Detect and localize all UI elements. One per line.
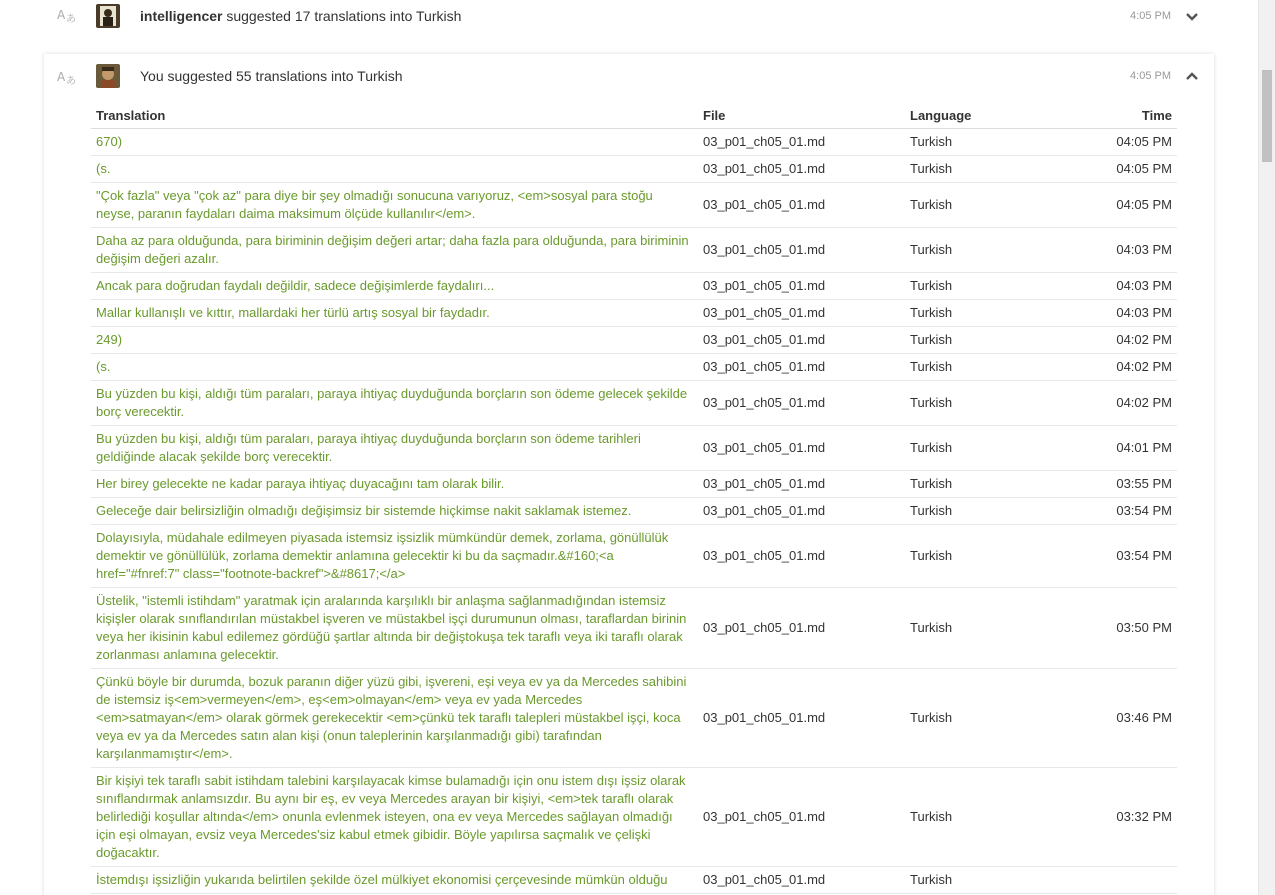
language-cell: Turkish: [905, 156, 1035, 183]
file-cell: 03_p01_ch05_01.md: [698, 471, 905, 498]
activity-item-intelligencer: [44, 0, 1214, 46]
time-cell: 03:55 PM: [1035, 471, 1177, 498]
file-cell: 03_p01_ch05_01.md: [698, 498, 905, 525]
table-row[interactable]: [91, 867, 1177, 894]
translations-table: [91, 104, 1177, 894]
table-row[interactable]: [91, 273, 1177, 300]
activity-message: [140, 8, 461, 24]
time-cell: 04:02 PM: [1035, 354, 1177, 381]
header-translation: Translation: [91, 104, 698, 129]
file-cell: 03_p01_ch05_01.md: [698, 273, 905, 300]
language-cell: Turkish: [905, 471, 1035, 498]
time-cell: 04:03 PM: [1035, 228, 1177, 273]
table-row[interactable]: [91, 156, 1177, 183]
scrollbar-thumb[interactable]: [1262, 70, 1272, 162]
file-cell: 03_p01_ch05_01.md: [698, 669, 905, 768]
translations-table-body: [91, 129, 1177, 894]
table-row[interactable]: [91, 768, 1177, 867]
time-cell: 03:32 PM: [1035, 768, 1177, 867]
language-cell: Turkish: [905, 525, 1035, 588]
activity-time: 4:05 PM: [1130, 70, 1171, 82]
translation-link[interactable]: 249): [91, 327, 698, 354]
svg-text:A: A: [57, 70, 66, 84]
table-row[interactable]: [91, 381, 1177, 426]
language-cell: Turkish: [905, 768, 1035, 867]
svg-text:A: A: [57, 8, 66, 22]
language-cell: Turkish: [905, 327, 1035, 354]
file-cell: 03_p01_ch05_01.md: [698, 867, 905, 894]
translation-link[interactable]: Üstelik, "istemli istihdam" yaratmak için aralarında karşılıklı bir anlaşma sağlanmadığından istemsiz kişişler olarak sınıflandırılan müstakbel işveren ve müstakbel işçi durumunun olması, taraflardan birinin veya her ikisinin kabul edilemez gördüğü şartlar altında bir değiştokuşa tek taraflı veya iki taraflı olarak zorlanması anlamına gelecektir.: [91, 588, 698, 669]
time-cell: 04:02 PM: [1035, 381, 1177, 426]
file-cell: 03_p01_ch05_01.md: [698, 129, 905, 156]
svg-text:あ: あ: [66, 76, 76, 86]
table-row[interactable]: [91, 183, 1177, 228]
translation-link[interactable]: Çünkü böyle bir durumda, bozuk paranın diğer yüzü gibi, işvereni, eşi veya ev ya da Mercedes sahibini de istemsiz iş<em>vermeyen</em>, eş<em>olmayan</em> veya ev yada Mercedes <em>satmayan</em> olarak görmek gerekecektir <em>çünkü tek taraflı talepleri müstakbel işçi, koca veya ev ya da Mercedes satın alan kişi (onun taleplerinin karşılanmadığı gibi) tarafından karşılanmamıştır</em>.: [91, 669, 698, 768]
table-row[interactable]: [91, 300, 1177, 327]
table-row[interactable]: [91, 354, 1177, 381]
language-cell: Turkish: [905, 183, 1035, 228]
file-cell: 03_p01_ch05_01.md: [698, 354, 905, 381]
avatar[interactable]: [96, 4, 120, 28]
language-cell: Turkish: [905, 129, 1035, 156]
time-cell: 03:54 PM: [1035, 525, 1177, 588]
file-cell: 03_p01_ch05_01.md: [698, 183, 905, 228]
translation-link[interactable]: Bu yüzden bu kişi, aldığı tüm paraları, paraya ihtiyaç duyduğunda borçların son ödeme gelecek şekilde borç verecektir.: [91, 381, 698, 426]
translation-link[interactable]: 670): [91, 129, 698, 156]
language-cell: Turkish: [905, 426, 1035, 471]
language-cell: Turkish: [905, 273, 1035, 300]
header-time: Time: [1035, 104, 1177, 129]
activity-time: 4:05 PM: [1130, 10, 1171, 22]
translation-link[interactable]: Bir kişiyi tek taraflı sabit istihdam talebini karşılayacak kimse bulamadığı için onu istem dışı işsiz olarak sınıflandırmak anlamsızdır. Bu aynı bir eş, ev veya Mercedes arayan bir kişiyi, <em>tek taraflı olarak belirlediği koşullar altında</em> onunla evlenmek isteyen, ona ev veya Mercedes sağlayan olmadığı için eşi olmayan, evsiz veya Mercedes'siz kabul etmek gibidir. Böyle yapılırsa saçmalık ve çelişki doğacaktır.: [91, 768, 698, 867]
time-cell: 04:02 PM: [1035, 327, 1177, 354]
table-row[interactable]: [91, 228, 1177, 273]
translation-link[interactable]: Her birey gelecekte ne kadar paraya ihtiyaç duyacağını tam olarak bilir.: [91, 471, 698, 498]
file-cell: 03_p01_ch05_01.md: [698, 327, 905, 354]
file-cell: 03_p01_ch05_01.md: [698, 588, 905, 669]
time-cell: 03:50 PM: [1035, 588, 1177, 669]
language-cell: Turkish: [905, 228, 1035, 273]
activity-header[interactable]: [44, 54, 1214, 100]
language-cell: Turkish: [905, 300, 1035, 327]
table-row[interactable]: [91, 426, 1177, 471]
chevron-down-icon[interactable]: [1186, 10, 1198, 22]
vertical-scrollbar[interactable]: [1258, 0, 1275, 895]
translation-link[interactable]: Daha az para olduğunda, para biriminin değişim değeri artar; daha fazla para olduğunda, para biriminin değişim değeri azalır.: [91, 228, 698, 273]
translation-link[interactable]: (s.: [91, 354, 698, 381]
translation-link[interactable]: İstemdışı işsizliğin yukarıda belirtilen şekilde özel mülkiyet ekonomisi çerçevesinde mümkün olduğu: [91, 867, 698, 894]
language-cell: Turkish: [905, 354, 1035, 381]
file-cell: 03_p01_ch05_01.md: [698, 525, 905, 588]
file-cell: 03_p01_ch05_01.md: [698, 768, 905, 867]
table-row[interactable]: [91, 327, 1177, 354]
table-row[interactable]: [91, 588, 1177, 669]
time-cell: 04:01 PM: [1035, 426, 1177, 471]
activity-item-you: [44, 54, 1214, 895]
header-language: Language: [905, 104, 1035, 129]
translate-icon: [56, 68, 78, 88]
translation-link[interactable]: Mallar kullanışlı ve kıttır, mallardaki her türlü artış sosyal bir faydadır.: [91, 300, 698, 327]
table-row[interactable]: [91, 498, 1177, 525]
time-cell: 03:46 PM: [1035, 669, 1177, 768]
activity-user[interactable]: intelligencer: [140, 8, 223, 24]
language-cell: Turkish: [905, 498, 1035, 525]
language-cell: Turkish: [905, 381, 1035, 426]
chevron-up-icon[interactable]: [1186, 69, 1198, 81]
translation-link[interactable]: Bu yüzden bu kişi, aldığı tüm paraları, paraya ihtiyaç duyduğunda borçların son ödeme tarihleri geldiğinde alacak şekilde borç verecektir.: [91, 426, 698, 471]
translation-link[interactable]: (s.: [91, 156, 698, 183]
activity-description: You suggested 55 translations into Turkish: [140, 68, 403, 84]
time-cell: 04:05 PM: [1035, 183, 1177, 228]
activity-header[interactable]: [44, 0, 1214, 46]
time-cell: 04:03 PM: [1035, 300, 1177, 327]
file-cell: 03_p01_ch05_01.md: [698, 381, 905, 426]
avatar[interactable]: [96, 64, 120, 88]
time-cell: 04:03 PM: [1035, 273, 1177, 300]
file-cell: 03_p01_ch05_01.md: [698, 156, 905, 183]
table-row[interactable]: [91, 129, 1177, 156]
time-cell: 04:05 PM: [1035, 129, 1177, 156]
file-cell: 03_p01_ch05_01.md: [698, 228, 905, 273]
header-file: File: [698, 104, 905, 129]
table-row[interactable]: [91, 525, 1177, 588]
file-cell: 03_p01_ch05_01.md: [698, 300, 905, 327]
translate-icon: [56, 6, 78, 26]
time-cell: 04:05 PM: [1035, 156, 1177, 183]
table-row[interactable]: [91, 471, 1177, 498]
translation-link[interactable]: Geleceğe dair belirsizliğin olmadığı değişimsiz bir sistemde hiçkimse nakit saklamak istemez.: [91, 498, 698, 525]
translation-link[interactable]: Dolayısıyla, müdahale edilmeyen piyasada istemsiz işsizlik mümkündür demek, zorlama, gönüllülük demektir ve gönüllülük, zorlama demektir anlamına gelecektir ki bu da saçmadır.&#160;<a href="#fnref:7" class="footnote-backref">&#8617;</a>: [91, 525, 698, 588]
svg-text:あ: あ: [66, 14, 76, 24]
time-cell: 03:54 PM: [1035, 498, 1177, 525]
table-header-row: [91, 104, 1177, 129]
language-cell: Turkish: [905, 669, 1035, 768]
language-cell: Turkish: [905, 867, 1035, 894]
table-row[interactable]: [91, 669, 1177, 768]
file-cell: 03_p01_ch05_01.md: [698, 426, 905, 471]
language-cell: Turkish: [905, 588, 1035, 669]
activity-description: suggested 17 translations into Turkish: [226, 8, 462, 24]
time-cell: [1035, 867, 1177, 894]
translation-link[interactable]: "Çok fazla" veya "çok az" para diye bir şey olmadığı sonucuna varıyoruz, <em>sosyal para stoğu neyse, paranın faydaları daima maksimum ölçüde kullanılır</em>.: [91, 183, 698, 228]
translation-link[interactable]: Ancak para doğrudan faydalı değildir, sadece değişimlerde faydalırı...: [91, 273, 698, 300]
